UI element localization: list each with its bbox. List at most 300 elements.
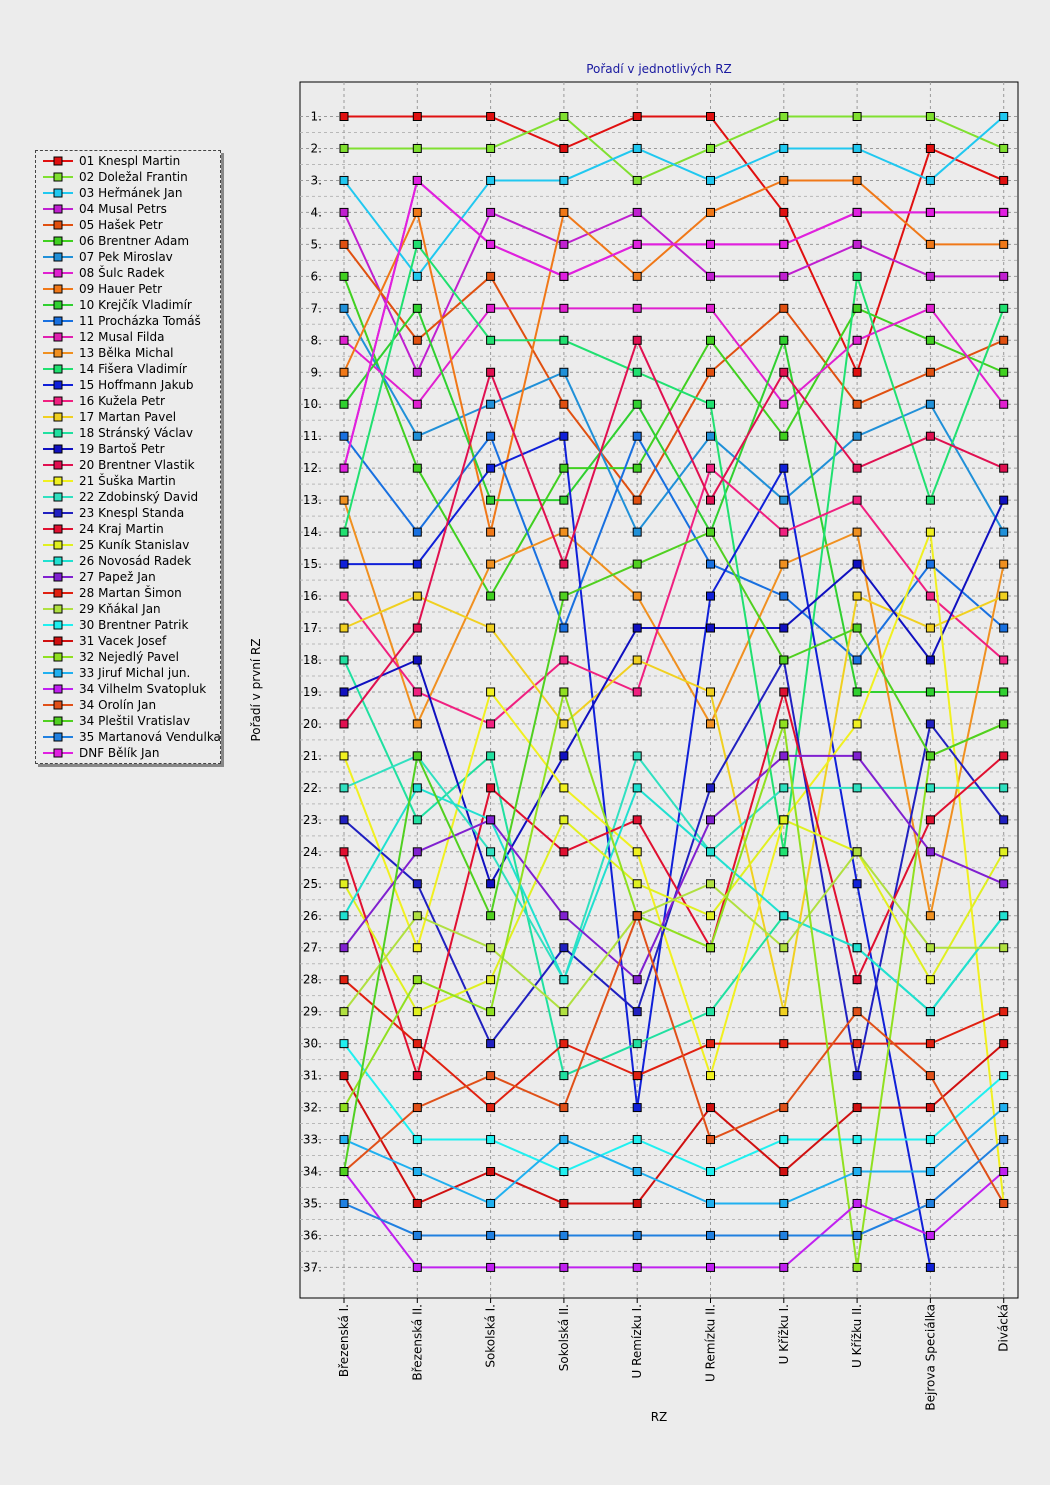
- data-point: [853, 208, 861, 216]
- data-point: [633, 1104, 641, 1112]
- data-point: [413, 944, 421, 952]
- data-point: [1000, 496, 1008, 504]
- data-point: [413, 400, 421, 408]
- legend-label: 34 Pleštil Vratislav: [79, 714, 191, 728]
- y-tick-label: 19.: [302, 684, 322, 699]
- data-point: [707, 688, 715, 696]
- data-point: [926, 688, 934, 696]
- legend-label: 32 Nejedlý Pavel: [79, 650, 179, 664]
- data-point: [487, 1104, 495, 1112]
- y-tick-label: 6.: [310, 269, 322, 284]
- y-tick-label: 16.: [302, 589, 322, 604]
- data-point: [853, 1263, 861, 1271]
- legend: [35, 150, 221, 764]
- data-point: [853, 336, 861, 344]
- data-point: [340, 1104, 348, 1112]
- data-point: [560, 336, 568, 344]
- data-point: [707, 1231, 715, 1239]
- data-point: [487, 1136, 495, 1144]
- data-point: [633, 880, 641, 888]
- legend-label: 23 Knespl Standa: [79, 506, 185, 520]
- data-point: [487, 624, 495, 632]
- data-point: [780, 592, 788, 600]
- legend-label: 35 Martanová Vendulka: [79, 730, 221, 744]
- y-tick-label: 31.: [302, 1068, 322, 1083]
- legend-swatch: [41, 601, 75, 617]
- legend-label: 21 Šuška Martin: [79, 474, 176, 488]
- data-point: [560, 528, 568, 536]
- data-point: [1000, 656, 1008, 664]
- data-point: [707, 880, 715, 888]
- legend-swatch: [41, 553, 75, 569]
- data-point: [853, 784, 861, 792]
- data-point: [413, 113, 421, 121]
- data-point: [707, 432, 715, 440]
- data-point: [633, 400, 641, 408]
- data-point: [340, 944, 348, 952]
- data-point: [853, 464, 861, 472]
- data-point: [1000, 176, 1008, 184]
- data-point: [1000, 816, 1008, 824]
- data-point: [926, 1136, 934, 1144]
- data-point: [560, 1199, 568, 1207]
- data-point: [707, 272, 715, 280]
- data-point: [853, 432, 861, 440]
- data-point: [413, 720, 421, 728]
- data-point: [340, 272, 348, 280]
- data-point: [560, 1231, 568, 1239]
- y-tick-label: 3.: [310, 173, 322, 188]
- data-point: [780, 304, 788, 312]
- data-point: [560, 848, 568, 856]
- data-point: [780, 816, 788, 824]
- data-point: [1000, 848, 1008, 856]
- y-tick-label: 18.: [302, 652, 322, 667]
- data-point: [487, 880, 495, 888]
- data-point: [413, 1168, 421, 1176]
- data-point: [633, 208, 641, 216]
- data-point: [487, 272, 495, 280]
- data-point: [413, 272, 421, 280]
- data-point: [1000, 1199, 1008, 1207]
- data-point: [926, 368, 934, 376]
- data-point: [780, 272, 788, 280]
- legend-label: 33 Jiruf Michal jun.: [79, 666, 191, 680]
- legend-label: 19 Bartoš Petr: [79, 442, 165, 456]
- data-point: [1000, 240, 1008, 248]
- data-point: [487, 752, 495, 760]
- data-point: [926, 1008, 934, 1016]
- data-point: [926, 400, 934, 408]
- y-tick-label: 28.: [302, 972, 322, 987]
- x-tick-label: Bejrova Speciálka: [923, 1304, 938, 1411]
- legend-label: 34 Orolín Jan: [79, 698, 157, 712]
- data-point: [413, 1199, 421, 1207]
- legend-label: 09 Hauer Petr: [79, 282, 163, 296]
- data-point: [487, 528, 495, 536]
- data-point: [340, 304, 348, 312]
- data-point: [487, 1168, 495, 1176]
- data-point: [780, 240, 788, 248]
- data-point: [926, 1231, 934, 1239]
- data-point: [780, 656, 788, 664]
- legend-swatch: [41, 297, 75, 313]
- data-point: [413, 1040, 421, 1048]
- data-point: [487, 1263, 495, 1271]
- y-tick-label: 33.: [302, 1132, 322, 1147]
- data-point: [560, 560, 568, 568]
- data-point: [340, 656, 348, 664]
- legend-swatch: [41, 745, 75, 761]
- data-point: [780, 848, 788, 856]
- data-point: [340, 144, 348, 152]
- data-point: [633, 464, 641, 472]
- data-point: [707, 240, 715, 248]
- data-point: [560, 720, 568, 728]
- legend-swatch: [41, 537, 75, 553]
- data-point: [487, 176, 495, 184]
- data-point: [413, 240, 421, 248]
- data-point: [853, 944, 861, 952]
- data-point: [560, 944, 568, 952]
- data-point: [633, 528, 641, 536]
- data-point: [633, 144, 641, 152]
- y-tick-label: 11.: [302, 429, 322, 444]
- data-point: [487, 240, 495, 248]
- data-point: [413, 752, 421, 760]
- data-point: [707, 1136, 715, 1144]
- data-point: [487, 720, 495, 728]
- data-point: [707, 496, 715, 504]
- data-point: [926, 240, 934, 248]
- data-point: [707, 368, 715, 376]
- legend-swatch: [41, 617, 75, 633]
- data-point: [633, 816, 641, 824]
- y-tick-label: 30.: [302, 1036, 322, 1051]
- legend-swatch: [41, 425, 75, 441]
- data-point: [707, 113, 715, 121]
- data-point: [1000, 944, 1008, 952]
- chart-title: Pořadí v jednotlivých RZ: [586, 62, 732, 76]
- y-tick-label: 10.: [302, 397, 322, 412]
- data-point: [926, 784, 934, 792]
- y-tick-label: 15.: [302, 557, 322, 572]
- data-point: [1000, 720, 1008, 728]
- legend-label: 16 Kužela Petr: [79, 394, 165, 408]
- data-point: [487, 688, 495, 696]
- data-point: [487, 816, 495, 824]
- data-point: [633, 1263, 641, 1271]
- data-point: [487, 1072, 495, 1080]
- y-tick-label: 37.: [302, 1260, 322, 1275]
- x-axis-label: RZ: [650, 1410, 668, 1424]
- data-point: [487, 784, 495, 792]
- data-point: [340, 880, 348, 888]
- data-point: [780, 560, 788, 568]
- legend-swatch: [41, 409, 75, 425]
- data-point: [633, 624, 641, 632]
- data-point: [487, 368, 495, 376]
- data-point: [707, 304, 715, 312]
- data-point: [340, 1040, 348, 1048]
- legend-swatch: [41, 201, 75, 217]
- data-point: [1000, 272, 1008, 280]
- legend-label: 11 Procházka Tomáš: [79, 314, 201, 328]
- data-point: [926, 208, 934, 216]
- data-point: [853, 624, 861, 632]
- data-point: [487, 113, 495, 121]
- data-point: [1000, 592, 1008, 600]
- legend-swatch: [41, 649, 75, 665]
- y-tick-label: 4.: [310, 205, 322, 220]
- data-point: [780, 1104, 788, 1112]
- legend-label: 07 Pek Miroslav: [79, 250, 173, 264]
- legend-swatch: [41, 393, 75, 409]
- data-point: [633, 1136, 641, 1144]
- data-point: [560, 1072, 568, 1080]
- legend-label: 10 Krejčík Vladimír: [79, 298, 192, 312]
- data-point: [340, 176, 348, 184]
- legend-label: 01 Knespl Martin: [79, 154, 181, 168]
- data-point: [633, 176, 641, 184]
- data-point: [926, 560, 934, 568]
- data-point: [780, 1008, 788, 1016]
- legend-label: 02 Doležal Frantin: [79, 170, 188, 184]
- legend-label: 30 Brentner Patrik: [79, 618, 189, 632]
- data-point: [1000, 688, 1008, 696]
- data-point: [780, 784, 788, 792]
- data-point: [340, 1008, 348, 1016]
- data-point: [633, 656, 641, 664]
- y-tick-label: 9.: [310, 365, 322, 380]
- data-point: [1000, 880, 1008, 888]
- data-point: [780, 720, 788, 728]
- data-point: [707, 592, 715, 600]
- data-point: [1000, 304, 1008, 312]
- data-point: [707, 816, 715, 824]
- data-point: [926, 912, 934, 920]
- legend-swatch: [41, 697, 75, 713]
- data-point: [926, 848, 934, 856]
- data-point: [340, 432, 348, 440]
- data-point: [926, 752, 934, 760]
- data-point: [487, 1231, 495, 1239]
- legend-swatch: [41, 585, 75, 601]
- data-point: [853, 1072, 861, 1080]
- data-point: [1000, 464, 1008, 472]
- data-point: [780, 624, 788, 632]
- data-point: [340, 336, 348, 344]
- y-tick-label: 5.: [310, 237, 322, 252]
- legend-label: 12 Musal Filda: [79, 330, 165, 344]
- data-point: [413, 528, 421, 536]
- data-point: [413, 624, 421, 632]
- data-point: [853, 272, 861, 280]
- x-tick-label: U Remízku I.: [630, 1304, 645, 1379]
- data-point: [926, 144, 934, 152]
- legend-swatch: [41, 233, 75, 249]
- data-point: [926, 176, 934, 184]
- data-point: [707, 912, 715, 920]
- data-point: [560, 304, 568, 312]
- data-point: [413, 432, 421, 440]
- data-point: [487, 1199, 495, 1207]
- legend-swatch: [41, 329, 75, 345]
- data-point: [780, 144, 788, 152]
- data-point: [413, 592, 421, 600]
- data-point: [633, 1199, 641, 1207]
- data-point: [1000, 144, 1008, 152]
- data-point: [853, 368, 861, 376]
- data-point: [340, 720, 348, 728]
- data-point: [780, 688, 788, 696]
- legend-label: 06 Brentner Adam: [79, 234, 190, 248]
- data-point: [780, 496, 788, 504]
- data-point: [560, 1008, 568, 1016]
- data-point: [560, 400, 568, 408]
- legend-swatch: [41, 441, 75, 457]
- data-point: [1000, 1040, 1008, 1048]
- y-tick-label: 26.: [302, 908, 322, 923]
- data-point: [560, 688, 568, 696]
- data-point: [633, 304, 641, 312]
- data-point: [413, 176, 421, 184]
- data-point: [707, 624, 715, 632]
- data-point: [413, 208, 421, 216]
- data-point: [633, 496, 641, 504]
- data-point: [633, 1040, 641, 1048]
- data-point: [340, 528, 348, 536]
- data-point: [340, 496, 348, 504]
- data-point: [853, 1168, 861, 1176]
- data-point: [780, 336, 788, 344]
- y-tick-label: 2.: [310, 141, 322, 156]
- data-point: [853, 1104, 861, 1112]
- y-tick-label: 21.: [302, 748, 322, 763]
- data-point: [487, 304, 495, 312]
- data-point: [707, 784, 715, 792]
- data-point: [780, 368, 788, 376]
- data-point: [340, 1072, 348, 1080]
- data-point: [780, 464, 788, 472]
- y-tick-label: 25.: [302, 876, 322, 891]
- data-point: [707, 560, 715, 568]
- legend-label: 20 Brentner Vlastik: [79, 458, 195, 472]
- data-point: [780, 208, 788, 216]
- data-point: [780, 1168, 788, 1176]
- data-point: [853, 560, 861, 568]
- data-point: [926, 592, 934, 600]
- data-point: [926, 656, 934, 664]
- data-point: [1000, 113, 1008, 121]
- data-point: [487, 592, 495, 600]
- data-point: [1000, 336, 1008, 344]
- data-point: [340, 688, 348, 696]
- data-point: [1000, 752, 1008, 760]
- data-point: [560, 912, 568, 920]
- data-point: [853, 720, 861, 728]
- data-point: [340, 848, 348, 856]
- data-point: [707, 1008, 715, 1016]
- legend-label: 34 Vilhelm Svatopluk: [79, 682, 207, 696]
- data-point: [413, 688, 421, 696]
- data-point: [853, 1136, 861, 1144]
- y-tick-label: 22.: [302, 780, 322, 795]
- data-point: [560, 368, 568, 376]
- data-point: [926, 1263, 934, 1271]
- data-point: [707, 176, 715, 184]
- data-point: [780, 1040, 788, 1048]
- data-point: [633, 240, 641, 248]
- data-point: [780, 752, 788, 760]
- data-point: [413, 560, 421, 568]
- data-point: [487, 336, 495, 344]
- y-tick-label: 34.: [302, 1164, 322, 1179]
- legend-swatch: [41, 345, 75, 361]
- x-tick-label: U Remízku II.: [703, 1304, 718, 1382]
- legend-label: 08 Šulc Radek: [79, 266, 165, 280]
- data-point: [853, 1199, 861, 1207]
- data-point: [340, 113, 348, 121]
- legend-swatch: [41, 361, 75, 377]
- y-tick-label: 13.: [302, 493, 322, 508]
- data-point: [780, 176, 788, 184]
- data-point: [780, 400, 788, 408]
- data-point: [560, 624, 568, 632]
- data-point: [340, 912, 348, 920]
- data-point: [926, 720, 934, 728]
- data-point: [1000, 784, 1008, 792]
- x-tick-label: Březenská II.: [410, 1304, 425, 1381]
- data-point: [560, 240, 568, 248]
- y-tick-label: 20.: [302, 716, 322, 731]
- data-point: [487, 1008, 495, 1016]
- data-point: [560, 816, 568, 824]
- data-point: [853, 656, 861, 664]
- data-point: [707, 464, 715, 472]
- data-point: [1000, 1104, 1008, 1112]
- x-tick-label: Sokolská II.: [556, 1304, 571, 1372]
- data-point: [926, 624, 934, 632]
- data-point: [487, 912, 495, 920]
- data-point: [560, 1136, 568, 1144]
- data-point: [853, 400, 861, 408]
- data-point: [340, 624, 348, 632]
- data-point: [633, 1072, 641, 1080]
- data-point: [413, 976, 421, 984]
- data-point: [340, 784, 348, 792]
- x-tick-label: Březenská I.: [337, 1304, 351, 1378]
- data-point: [853, 1040, 861, 1048]
- data-point: [853, 1231, 861, 1239]
- legend-swatch: [41, 313, 75, 329]
- data-point: [560, 1104, 568, 1112]
- data-point: [926, 1168, 934, 1176]
- data-point: [1000, 1072, 1008, 1080]
- data-point: [560, 592, 568, 600]
- data-point: [1000, 560, 1008, 568]
- legend-swatch: [41, 569, 75, 585]
- data-point: [487, 144, 495, 152]
- data-point: [633, 976, 641, 984]
- data-point: [1000, 912, 1008, 920]
- data-point: [560, 144, 568, 152]
- data-point: [707, 1263, 715, 1271]
- data-point: [413, 1008, 421, 1016]
- data-point: [926, 336, 934, 344]
- data-point: [560, 272, 568, 280]
- data-point: [413, 912, 421, 920]
